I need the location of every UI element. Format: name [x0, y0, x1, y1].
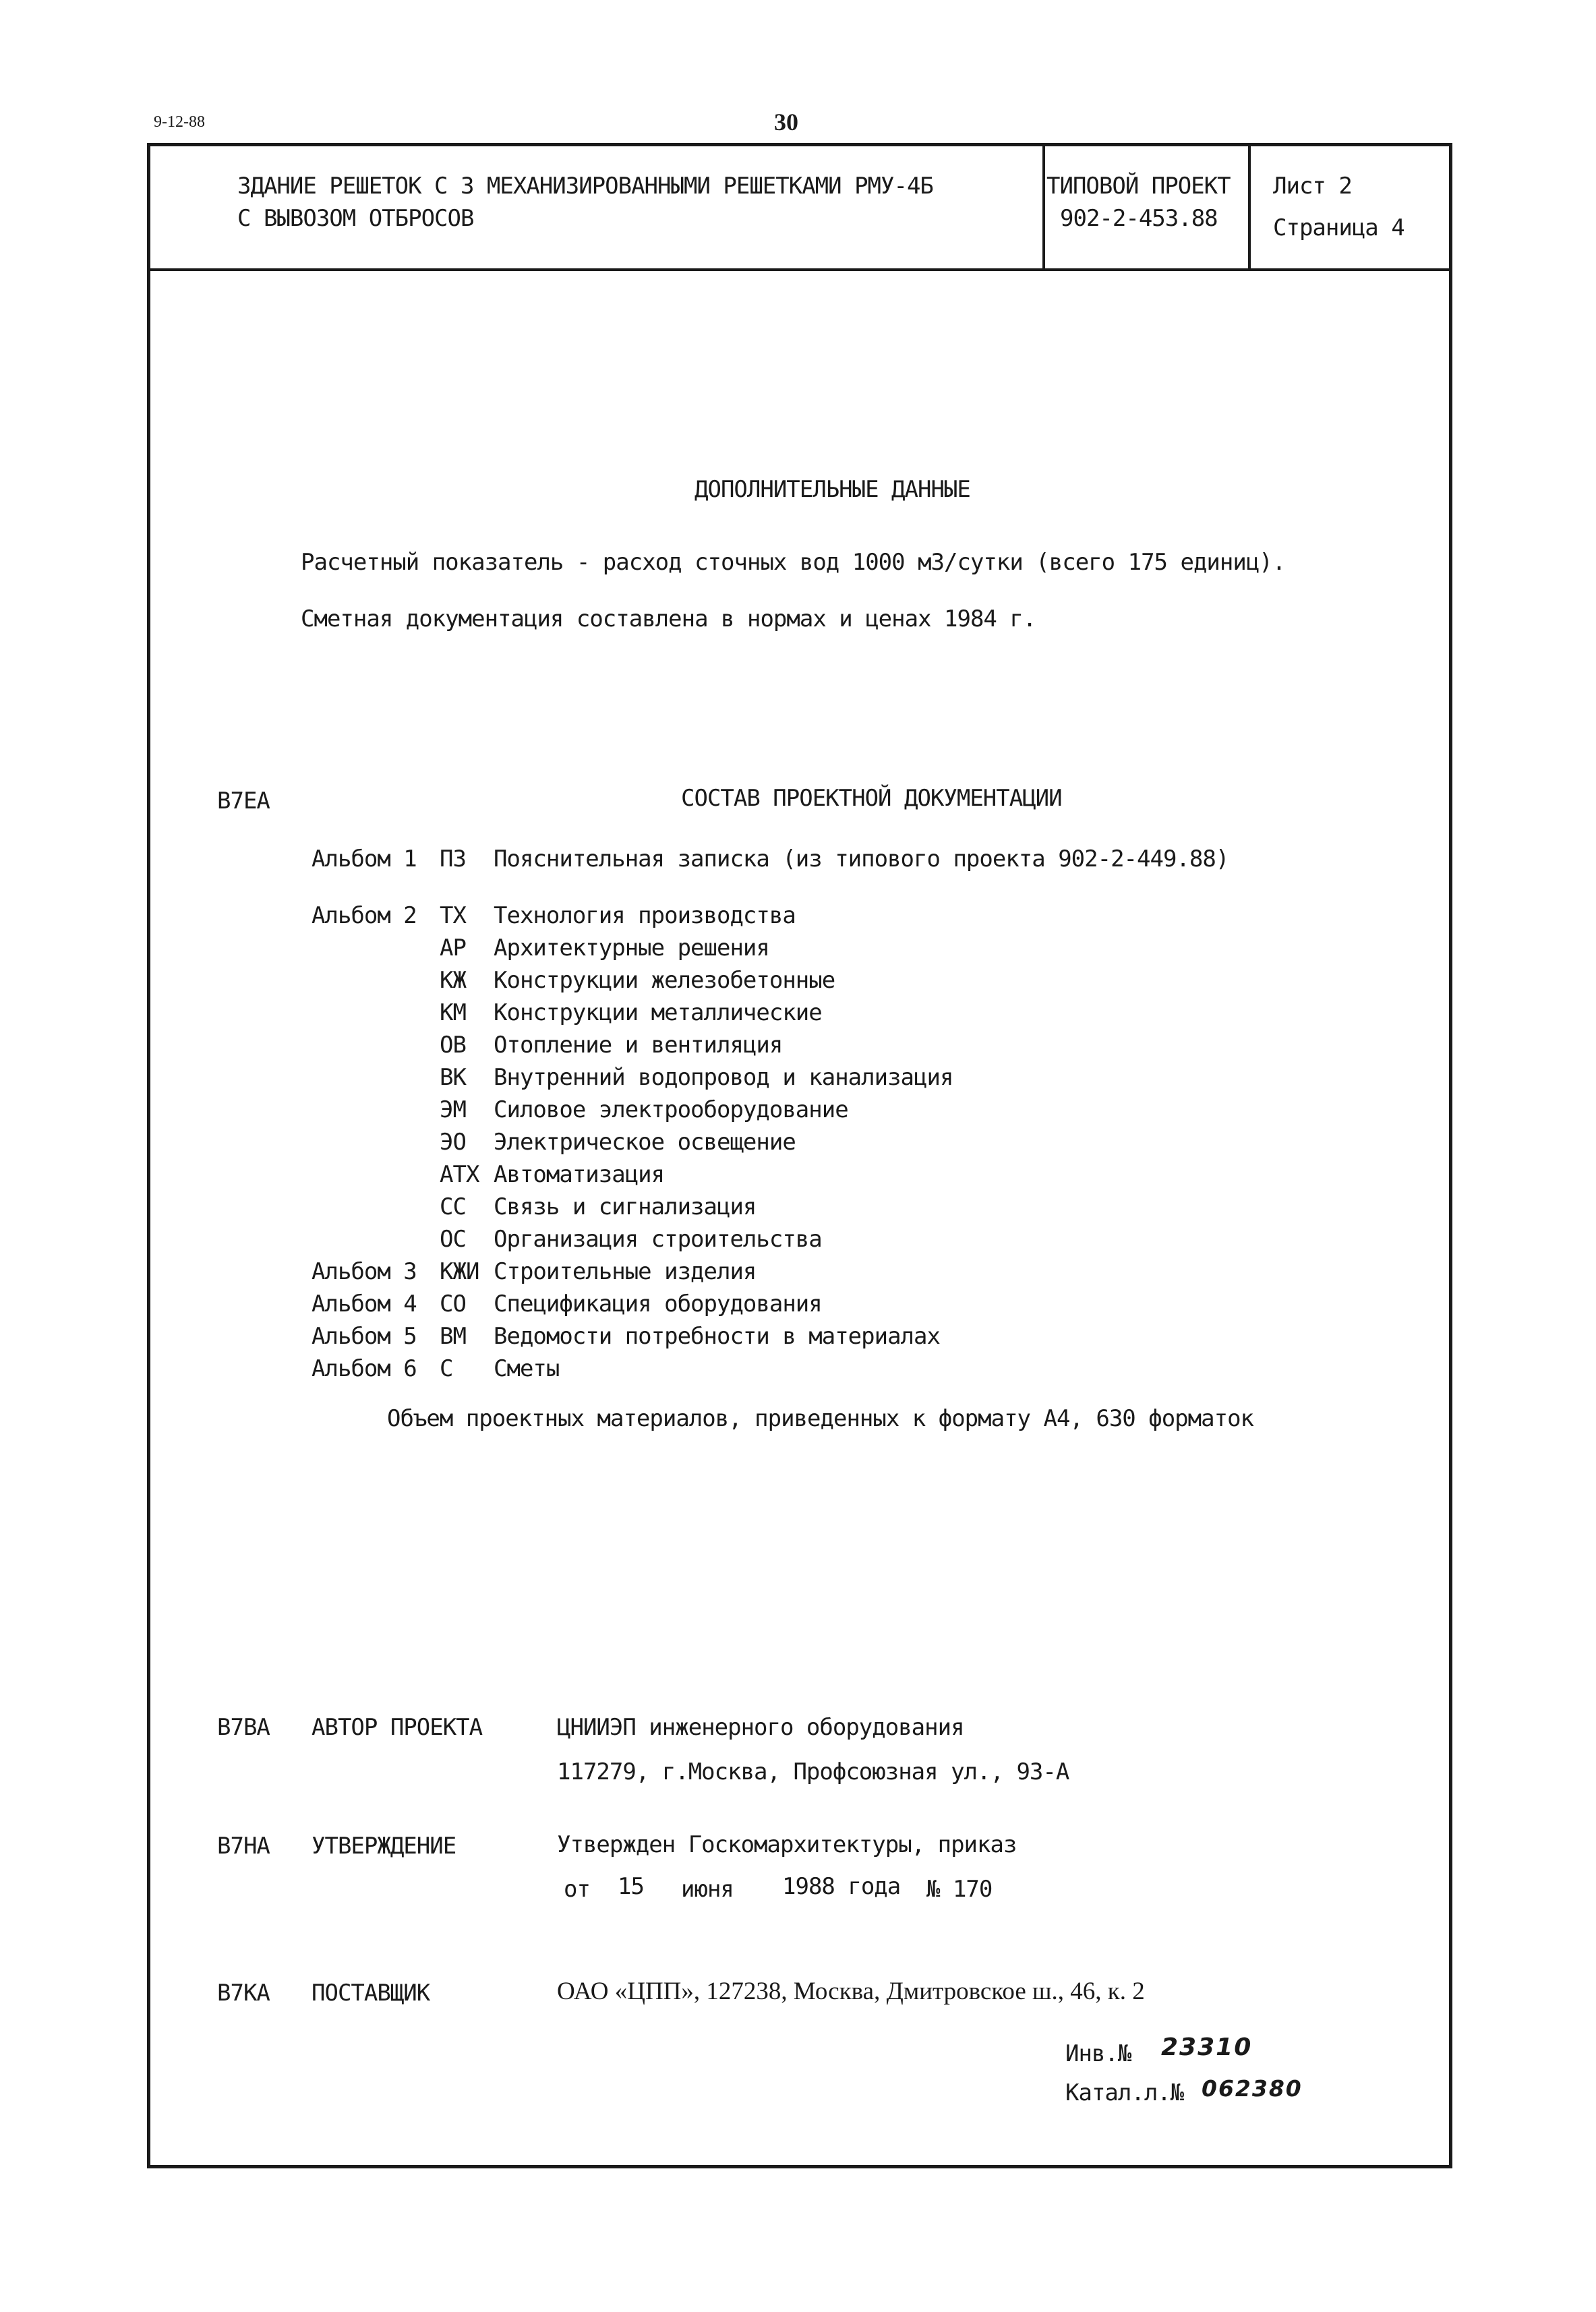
composition-doc-code: ВМ — [440, 1323, 466, 1350]
author-label: АВТОР ПРОЕКТА — [312, 1714, 483, 1741]
composition-doc-title: Внутренний водопровод и канализация — [494, 1064, 953, 1091]
author-code: В7ВА — [217, 1714, 270, 1741]
composition-doc-code: С — [440, 1355, 453, 1382]
composition-doc-code: АТХ — [440, 1161, 479, 1188]
page-label: Страница 4 — [1273, 214, 1405, 241]
composition-doc-title: Автоматизация — [494, 1161, 665, 1188]
project-number: 902-2-453.88 — [1060, 205, 1218, 232]
title-block-separator-2 — [1248, 143, 1251, 270]
inventory-label: Инв.№ — [1065, 2040, 1131, 2067]
title-block-separator-1 — [1042, 143, 1045, 270]
catalog-label: Катал.л.№ — [1065, 2079, 1184, 2106]
approval-code: В7НА — [217, 1833, 270, 1860]
composition-doc-title: Электрическое освещение — [494, 1129, 796, 1156]
composition-doc-title: Ведомости потребности в материалах — [494, 1323, 940, 1350]
composition-doc-title: Отопление и вентиляция — [494, 1032, 783, 1059]
composition-doc-code: ЭО — [440, 1129, 466, 1156]
composition-doc-title: Конструкции металлические — [494, 999, 822, 1026]
author-line-1: ЦНИИЭП инженерного оборудования — [557, 1714, 964, 1741]
date-stamp: 9-12-88 — [154, 113, 205, 131]
composition-doc-code: КЖ — [440, 967, 466, 994]
author-line-2: 117279, г.Москва, Профсоюзная ул., 93-А — [557, 1758, 1069, 1785]
composition-doc-title: Связь и сигнализация — [494, 1193, 757, 1220]
volume-line: Объем проектных материалов, приведенных к формату А4, 630 форматок — [387, 1405, 1254, 1432]
supplier-label: ПОСТАВЩИК — [312, 1980, 430, 2007]
composition-doc-code: ОС — [440, 1226, 466, 1253]
composition-heading: СОСТАВ ПРОЕКТНОЙ ДОКУМЕНТАЦИИ — [681, 785, 1062, 812]
sheet-label: Лист 2 — [1273, 173, 1352, 200]
composition-doc-title: Конструкции железобетонные — [494, 967, 835, 994]
composition-doc-title: Пояснительная записка (из типового проекта 902-2-449.88) — [494, 846, 1229, 872]
additional-heading: ДОПОЛНИТЕЛЬНЫЕ ДАННЫЕ — [694, 476, 970, 503]
composition-album: Альбом 6 — [312, 1355, 417, 1382]
composition-doc-code: КЖИ — [440, 1258, 479, 1285]
supplier-text: ОАО «ЦПП», 127238, Москва, Дмитровское ш., 46, к. 2 — [557, 1978, 1145, 2005]
additional-line-1: Расчетный показатель - расход сточных вод 1000 м3/сутки (всего 175 единиц). — [301, 549, 1286, 576]
composition-doc-code: СС — [440, 1193, 466, 1220]
composition-doc-title: Силовое электрооборудование — [494, 1096, 848, 1123]
project-label: ТИПОВОЙ ПРОЕКТ — [1046, 173, 1231, 200]
composition-doc-code: ВК — [440, 1064, 466, 1091]
approval-year: 1988 года — [782, 1873, 901, 1900]
additional-line-2: Сметная документация составлена в нормах и ценах 1984 г. — [301, 605, 1036, 632]
composition-album: Альбом 5 — [312, 1323, 417, 1350]
composition-doc-title: Спецификация оборудования — [494, 1291, 822, 1317]
composition-doc-title: Строительные изделия — [494, 1258, 757, 1285]
approval-label: УТВЕРЖДЕНИЕ — [312, 1833, 456, 1860]
composition-album: Альбом 2 — [312, 902, 417, 929]
composition-doc-title: Организация строительства — [494, 1226, 822, 1253]
title-block-divider — [147, 268, 1452, 271]
composition-doc-title: Архитектурные решения — [494, 935, 769, 961]
approval-line-1: Утвержден Госкомархитектуры, приказ — [557, 1831, 1017, 1858]
composition-doc-code: ТХ — [440, 902, 466, 929]
composition-doc-title: Технология производства — [494, 902, 796, 929]
inventory-number: 23310 — [1161, 2034, 1253, 2061]
composition-album: Альбом 1 — [312, 846, 417, 872]
composition-doc-code: ПЗ — [440, 846, 466, 872]
catalog-number: 062380 — [1202, 2075, 1303, 2102]
approval-order: № 170 — [926, 1876, 993, 1903]
composition-code: В7ЕА — [217, 788, 270, 814]
title-line-2: С ВЫВОЗОМ ОТБРОСОВ — [237, 205, 474, 232]
composition-doc-code: АР — [440, 935, 466, 961]
approval-month: июня — [681, 1876, 734, 1903]
approval-day: 15 — [618, 1873, 644, 1900]
document-frame — [147, 143, 1452, 2168]
composition-doc-code: ОВ — [440, 1032, 466, 1059]
composition-album: Альбом 3 — [312, 1258, 417, 1285]
composition-doc-code: СО — [440, 1291, 466, 1317]
page-number: 30 — [774, 109, 798, 136]
composition-doc-code: КМ — [440, 999, 466, 1026]
composition-doc-title: Сметы — [494, 1355, 560, 1382]
approval-date-prefix: от — [564, 1876, 590, 1903]
title-line-1: ЗДАНИЕ РЕШЕТОК С 3 МЕХАНИЗИРОВАННЫМИ РЕШЕТКАМИ РМУ-4Б — [237, 173, 933, 200]
composition-doc-code: ЭМ — [440, 1096, 466, 1123]
supplier-code: В7КА — [217, 1980, 270, 2007]
composition-album: Альбом 4 — [312, 1291, 417, 1317]
